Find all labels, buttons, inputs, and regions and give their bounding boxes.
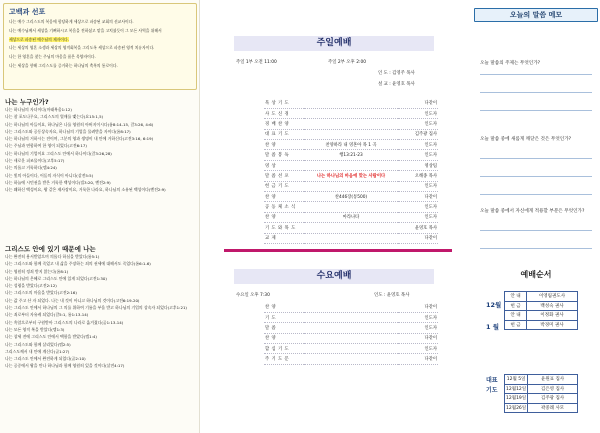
confession-line: 나는 예수님께서 세상을 기뻐하시고 복음을 전하셨고 맡을 고치셨듯이 그 모든 사역을 위해서 xyxy=(9,27,162,33)
list-item: 나는 하나님의 은혜로 그리스도 안에 있게 되었다(고전1:30) xyxy=(5,275,107,281)
order-mid xyxy=(304,312,398,322)
list-item: 나는 그리스도의 마음을 받았다(고전2:16) xyxy=(5,290,77,296)
order-name: 말 씀 봉 독 xyxy=(264,150,304,160)
list-item: 나는 하나님의 거하시는 전이며, 그분의 영과 생명이 내 안에 거하신다(고전3:16, 6:19) xyxy=(5,136,154,142)
order-right: 김주광 집사 xyxy=(398,129,438,139)
memo-question: 오늘 말씀의 주제는 무엇인가? xyxy=(480,61,541,66)
order-right: 인도자 xyxy=(398,323,438,333)
order-right: 인도자 xyxy=(398,212,438,222)
list-item: 나는 죄로부터 자유케 되었다(갈5:1, 롬1:13-14) xyxy=(5,312,89,318)
order-name: 합 심 기 도 xyxy=(264,344,304,354)
who-heading: 나는 누구인가? xyxy=(5,98,49,106)
because-heading: 그리스도 안에 있기 때문에 나는 xyxy=(5,245,96,253)
order-right: 영상팀 xyxy=(398,160,438,170)
order-mid xyxy=(304,181,398,191)
order-row xyxy=(264,312,438,322)
memo-line xyxy=(480,74,592,75)
sunday-preacher: 설 교 : 윤영호 목사 xyxy=(378,82,415,87)
table-cell: 김주광 집사 xyxy=(528,394,578,404)
order-row xyxy=(264,333,438,343)
order-name: 기 도 xyxy=(264,312,304,322)
schedule-title: 예배순서 xyxy=(520,270,552,279)
order-name: 찬 양 xyxy=(264,302,304,312)
sunday-time-1: 주일 1부 오전 11:00 xyxy=(236,60,277,65)
order-row xyxy=(264,181,438,191)
table-cell: 안 내 xyxy=(505,292,527,302)
confession-line: 세상으로 파송된 예수님의 제자이다. xyxy=(9,36,69,42)
order-right: 인도자 xyxy=(398,150,438,160)
order-row xyxy=(264,98,438,108)
sunday-time-2: 주일 2부 오후 2:00 xyxy=(328,60,367,65)
order-mid xyxy=(304,302,398,312)
list-item: 나는 그리스도와 함께 죽었고 내 삶을 주장하는 죄의 권세에 대해서도 죽었다(롬6:1-6) xyxy=(5,261,151,267)
order-mid xyxy=(304,108,398,118)
order-right: 인도자 xyxy=(398,344,438,354)
memo-line xyxy=(480,230,592,231)
memo-line xyxy=(480,110,592,111)
sunday-worship-title: 주일예배 xyxy=(234,36,434,51)
order-row xyxy=(264,233,438,243)
wednesday-time: 수요일 오후 7:30 xyxy=(236,293,270,298)
list-item: 나는 값 주고 산 자 되었다. 나는 내 것이 아니고 하나님의 것이다(고전6:19-20) xyxy=(5,297,140,303)
order-name: 찬 양 xyxy=(264,333,304,343)
order-name: 교 제 xyxy=(264,233,304,243)
order-mid xyxy=(304,129,398,139)
order-name: 말 씀 선 포 xyxy=(264,171,304,181)
order-row xyxy=(264,202,438,212)
table-cell: 헌 금 xyxy=(505,320,527,330)
order-name: 찬 양 xyxy=(264,192,304,202)
prayer-duty-label: 대표 기도 xyxy=(486,377,498,394)
order-right: 다같이 xyxy=(398,354,438,364)
order-right: 다같이 xyxy=(398,233,438,243)
order-right: 다같이 xyxy=(398,98,438,108)
order-name: 헌 금 기 도 xyxy=(264,181,304,191)
list-item: 나는 성령을 받았다(고전2:12) xyxy=(5,283,57,289)
memo-title: 오늘의 말씀 메모 xyxy=(474,8,598,22)
order-name: 사 도 신 경 xyxy=(264,108,304,118)
order-row xyxy=(264,323,438,333)
wednesday-worship-title: 수요예배 xyxy=(234,269,434,284)
order-mid xyxy=(304,202,398,212)
order-name: 영 상 xyxy=(264,160,304,170)
list-item: 나는 그리스도와 함께 살리었다(엡2:5) xyxy=(5,341,71,347)
order-mid: 나는 하나님의 마음에 맞는 사람이다 xyxy=(304,171,398,181)
confession-title: 고백과 선포 xyxy=(9,8,46,16)
list-item: 나는 그리스도와 공동상속자요, 하나님의 기업을 물려받을 자이다(롬8:17) xyxy=(5,128,131,134)
prayer-duty-table xyxy=(504,374,578,413)
order-right: 윤영호 목사 xyxy=(398,223,438,233)
order-row xyxy=(264,119,438,129)
order-right: 다같이 xyxy=(398,302,438,312)
order-row xyxy=(264,160,438,170)
memo-question: 오늘 말씀 중에 새롭게 깨닫은 것은 무엇인가? xyxy=(480,137,572,142)
table-cell: 곽중례 사모 xyxy=(528,403,578,413)
list-item: 나는 빛의 아들이다, 어둠의 자식이 아니다(살전5:5) xyxy=(5,172,94,178)
memo-line xyxy=(480,248,592,249)
table-cell: 헌 금 xyxy=(505,301,527,311)
order-row xyxy=(264,223,438,233)
order-row xyxy=(264,192,438,202)
table-cell: 윤원표 집사 xyxy=(528,375,578,385)
list-item: 나는 하늘에 시민권을 받은 거룩한 백성이다(빌3:20, 벧전2:9) xyxy=(5,179,111,185)
list-item: 나는 새로운 피조물이다(고후5:17) xyxy=(5,158,65,164)
order-name: 묵 상 기 도 xyxy=(264,98,304,108)
order-right: 다같이 xyxy=(398,333,438,343)
middle-panel xyxy=(224,0,452,433)
who-list xyxy=(5,106,197,194)
order-mid xyxy=(304,323,398,333)
order-row xyxy=(264,108,438,118)
table-row xyxy=(505,375,578,385)
memo-line xyxy=(480,194,592,195)
sunday-order-table xyxy=(264,98,438,244)
order-mid: 찬446장(통500) xyxy=(304,192,398,202)
list-item: 나는 하나님의 자녀이다(마태복음1:12) xyxy=(5,107,72,112)
month-label: 12월 xyxy=(486,301,502,309)
memo-line xyxy=(480,176,592,177)
list-item: 나는 그리스도 안에서 완전하게 되었다(골2:10) xyxy=(5,356,86,362)
list-item: 그리스도께서 내 안에 계신다(골1:27) xyxy=(5,348,70,354)
memo-line xyxy=(480,158,592,159)
list-item: 나는 완전히 용서받았으며 의롭다 하심을 받았다(롬5:1) xyxy=(5,254,100,259)
table-cell: 이정화 권사 xyxy=(527,311,578,321)
confession-list xyxy=(9,18,195,71)
section-divider xyxy=(224,249,452,252)
order-mid: 행13:21-23 xyxy=(304,150,398,160)
table-row xyxy=(505,292,578,302)
memo-line xyxy=(480,92,592,93)
list-item: 나는 하나님의 기업이요 그리스도 안에서 하나이다(갈3:26,28) xyxy=(5,150,112,156)
list-item: 나는 공중에서 왕을 만나 하나님과 함께 영원히 있을 것이다(살전4:17) xyxy=(5,363,125,369)
right-panel xyxy=(472,0,600,433)
table-cell: 박경미 권사 xyxy=(527,320,578,330)
list-item: 나는 주님과 연합하여 한 영이 되었다(고전6:17) xyxy=(5,143,87,149)
list-item: 나는 창세 전에 그리스도 안에서 택함을 받았다(엡1:4) xyxy=(5,334,97,340)
confession-box xyxy=(3,3,197,90)
order-row xyxy=(264,171,438,181)
table-cell: 안 내 xyxy=(505,311,527,321)
order-mid xyxy=(304,354,398,364)
left-panel xyxy=(0,0,200,433)
order-name: 찬 양 xyxy=(264,212,304,222)
confession-line: 나는 예수 그리스도의 복음에 합당하게 세상으로 파송된 교회의 선교사이다. xyxy=(9,19,134,24)
table-cell: 김은영 집사 xyxy=(528,384,578,394)
table-cell: 12월26일 xyxy=(505,403,528,413)
order-name: 주 기 도 문 xyxy=(264,354,304,364)
list-item: 나는 참 포도나무요, 그리스도의 열매를 맺는다(요15:1,5) xyxy=(5,114,104,120)
order-right: 인도자 xyxy=(398,108,438,118)
month-label: 1 월 xyxy=(486,323,500,331)
order-name: 공 동 체 소 식 xyxy=(264,202,304,212)
order-row xyxy=(264,150,438,160)
table-cell: 12월12일 xyxy=(505,384,528,394)
order-right: 다같이 xyxy=(398,192,438,202)
table-row xyxy=(505,403,578,413)
confession-line: 나는 세상의 영혼 소생과 세상의 영적회복을 그리도록 세상으로 파송된 영적 치유자이다. xyxy=(9,45,155,51)
order-right: 인도자 xyxy=(398,181,438,191)
table-cell: 12월19일 xyxy=(505,394,528,404)
table-cell: 12월 5일 xyxy=(505,375,528,385)
list-item: 나는 그리스도 안에서 하나님의 그 의를 위하여 기름을 부음 받고 하나님의 기업의 상속자 되었다(고후1:21) xyxy=(5,305,187,311)
order-name: 대 표 기 도 xyxy=(264,129,304,139)
order-mid: 마라나타 xyxy=(304,212,398,222)
order-row xyxy=(264,140,438,150)
list-item: 나는 흑암으로부터 구원받아 그리스도의 나라로 옮겨졌다(골1:13-14) xyxy=(5,319,124,325)
confession-line: 나는 한 영혼을 찾는 주님의 마음을 품은 목양자이다. xyxy=(9,54,96,60)
order-right: 인도자 xyxy=(398,202,438,212)
order-row xyxy=(264,129,438,139)
order-right: 오해종 목사 xyxy=(398,171,438,181)
list-item: 나는 모든 영적 복을 받았다(엡1:3) xyxy=(5,326,65,332)
list-item: 나는 의롭고 거룩하다(엡4:24) xyxy=(5,165,57,171)
order-row xyxy=(264,302,438,312)
order-row xyxy=(264,354,438,364)
because-list xyxy=(5,253,197,370)
list-item: 나는 하나님의 아들이요, 하나님은 나를 영원히 아버지이시다(롬8:14-15, 갈3:26, 4:6) xyxy=(5,121,154,127)
order-mid xyxy=(304,344,398,354)
table-row xyxy=(505,311,578,321)
order-mid xyxy=(304,119,398,129)
list-item: 나는 영원히 정죄 받지 않는다(롬8:1) xyxy=(5,268,69,274)
confession-line: 나는 세상을 향해 그리스도를 증거하는 하나님의 축복의 통로이다. xyxy=(9,62,118,68)
order-mid xyxy=(304,333,398,343)
order-mid xyxy=(304,160,398,170)
order-right: 인도자 xyxy=(398,119,438,129)
order-row xyxy=(264,344,438,354)
roles-table xyxy=(504,291,578,330)
wednesday-order-table xyxy=(264,302,438,365)
order-mid xyxy=(304,98,398,108)
wednesday-leader: 인도 : 윤영호 목사 xyxy=(374,293,410,298)
table-row xyxy=(505,394,578,404)
order-row xyxy=(264,212,438,222)
table-row xyxy=(505,320,578,330)
order-name: 말 씀 xyxy=(264,323,304,333)
order-mid xyxy=(304,223,398,233)
order-name: 기 도 와 목 도 xyxy=(264,223,304,233)
memo-question: 오늘 말씀 중에서 자신에게 적용할 부분은 무엇인가? xyxy=(480,209,585,214)
order-right: 인도자 xyxy=(398,140,438,150)
table-cell: 이영림권도사 xyxy=(527,292,578,302)
order-name: 경 배 찬 양 xyxy=(264,119,304,129)
sunday-leader: 인 도 : 김영주 목사 xyxy=(378,71,415,76)
table-row xyxy=(505,301,578,311)
list-item: 나는 왜하신 백성이요, 왕 같은 제사장이요, 거룩한 나라요, 하나님의 소유된 백성이다(벧전2:9) xyxy=(5,187,166,193)
order-mid: 찬양하라 내 영혼아 목 1 곡 xyxy=(304,140,398,150)
order-right: 인도자 xyxy=(398,312,438,322)
table-row xyxy=(505,384,578,394)
order-mid xyxy=(304,233,398,243)
order-name: 찬 양 xyxy=(264,140,304,150)
table-cell: 백성숙 권사 xyxy=(527,301,578,311)
